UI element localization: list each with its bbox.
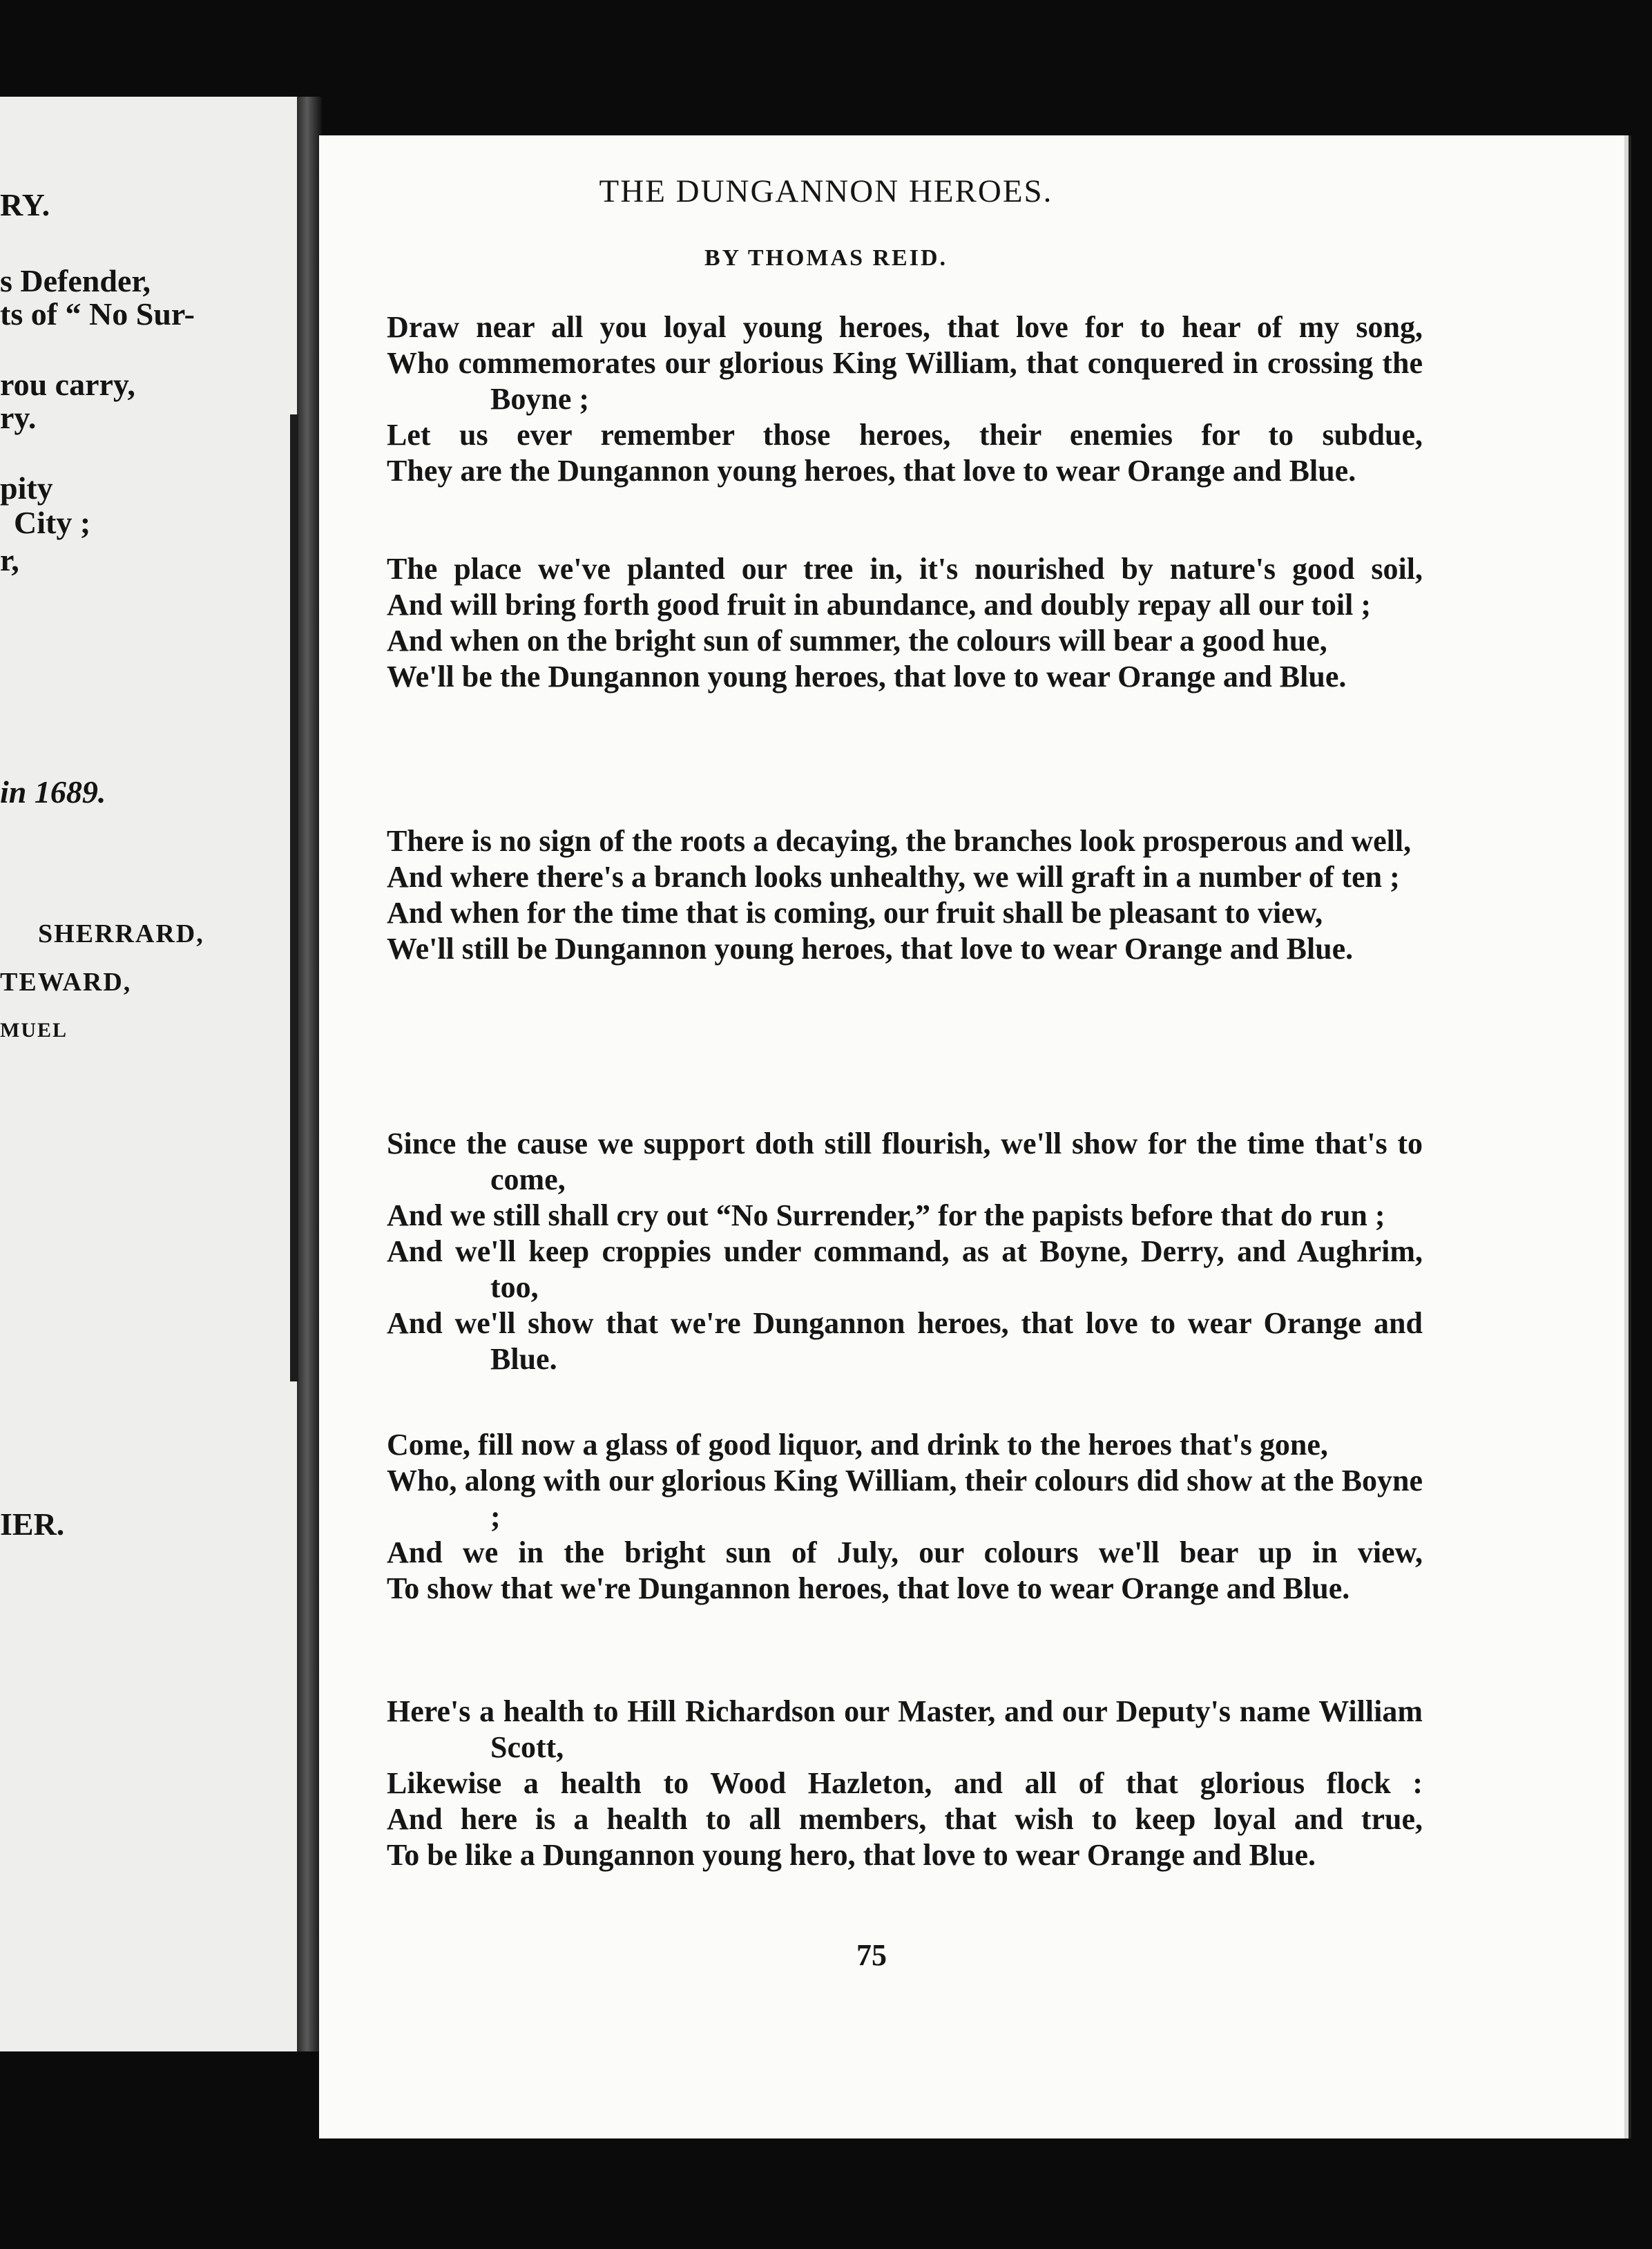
left-page-text: ry.: [0, 400, 37, 435]
verse-line: They are the Dungannon young heroes, that love to wear Orange and Blue.: [387, 454, 1356, 488]
verse-line: To show that we're Dungannon heroes, that love to wear Orange and Blue.: [387, 1571, 1350, 1605]
left-page-text: s Defender,: [0, 263, 151, 298]
verse-line: We'll be the Dungannon young heroes, that love to wear Orange and Blue.: [387, 660, 1347, 693]
song-author: BY THOMAS REID.: [704, 245, 948, 271]
stanza: [387, 823, 1423, 967]
left-page-text: rou carry,: [0, 367, 135, 402]
left-page: [0, 97, 306, 2051]
song-title: THE DUNGANNON HEROES.: [599, 173, 1053, 209]
verse-line: And we still shall cry out “No Surrender,” for the papists before that do run ;: [387, 1198, 1385, 1232]
verse-line: Let us ever remember those heroes, their enemies for to subdue,: [387, 418, 1423, 452]
stanza: [387, 1126, 1423, 1377]
verse-line: And where there's a branch looks unhealthy, we will graft in a number of ten ;: [387, 860, 1400, 894]
verse-line: Draw near all you loyal young heroes, that love for to hear of my song,: [387, 310, 1423, 344]
spine-binding: [290, 414, 298, 1381]
verse-line: The place we've planted our tree in, it's nourished by nature's good soil,: [387, 552, 1423, 586]
stanza: [387, 1427, 1423, 1607]
left-page-text: IER.: [0, 1506, 65, 1542]
page-number: 75: [856, 1938, 887, 1972]
left-page-text: r,: [0, 542, 19, 577]
left-page-text: ts of “ No Sur-: [0, 296, 195, 332]
verse-line: Likewise a health to Wood Hazleton, and all of that glorious flock :: [387, 1766, 1423, 1800]
book-gutter: [297, 97, 322, 2051]
verse-line: To be like a Dungannon young hero, that love to wear Orange and Blue.: [387, 1838, 1316, 1872]
left-page-text: pity: [0, 470, 53, 506]
left-page-text: SHERRARD,: [38, 919, 204, 948]
verse-line: And we'll keep croppies under command, as at Boyne, Derry, and Aughrim, too,: [387, 1234, 1423, 1304]
verse-line: There is no sign of the roots a decaying, the branches look prosperous and well,: [387, 824, 1412, 858]
verse-line: And we'll show that we're Dungannon heroes, that love to wear Orange and Blue.: [387, 1306, 1423, 1376]
left-page-text: in 1689.: [0, 774, 106, 810]
verse-line: And will bring forth good fruit in abundance, and doubly repay all our toil ;: [387, 588, 1371, 622]
left-page-text: RY.: [0, 187, 50, 222]
verse-line: Come, fill now a glass of good liquor, and drink to the heroes that's gone,: [387, 1428, 1328, 1462]
left-page-text: MUEL: [0, 1019, 68, 1042]
stanza: [387, 551, 1423, 695]
stanza: [387, 309, 1423, 489]
verse-line: And we in the bright sun of July, our colours we'll bear up in view,: [387, 1535, 1423, 1569]
verse-line: Who, along with our glorious King William, their colours did show at the Boyne ;: [387, 1464, 1423, 1533]
verse-line: Here's a health to Hill Richardson our Master, and our Deputy's name William Scott,: [387, 1694, 1423, 1764]
verse-line: And here is a health to all members, that wish to keep loyal and true,: [387, 1802, 1423, 1836]
stanza: [387, 1694, 1423, 1873]
left-page-text: TEWARD,: [0, 968, 132, 997]
verse-line: Who commemorates our glorious King William, that conquered in crossing the Boyne ;: [387, 346, 1423, 416]
verse-line: Since the cause we support doth still flourish, we'll show for the time that's to come,: [387, 1127, 1423, 1196]
verse-line: And when for the time that is coming, our fruit shall be pleasant to view,: [387, 896, 1323, 930]
left-page-text: City ;: [14, 505, 91, 540]
verse-line: And when on the bright sun of summer, the colours will bear a good hue,: [387, 624, 1327, 658]
verse-line: We'll still be Dungannon young heroes, that love to wear Orange and Blue.: [387, 932, 1354, 966]
